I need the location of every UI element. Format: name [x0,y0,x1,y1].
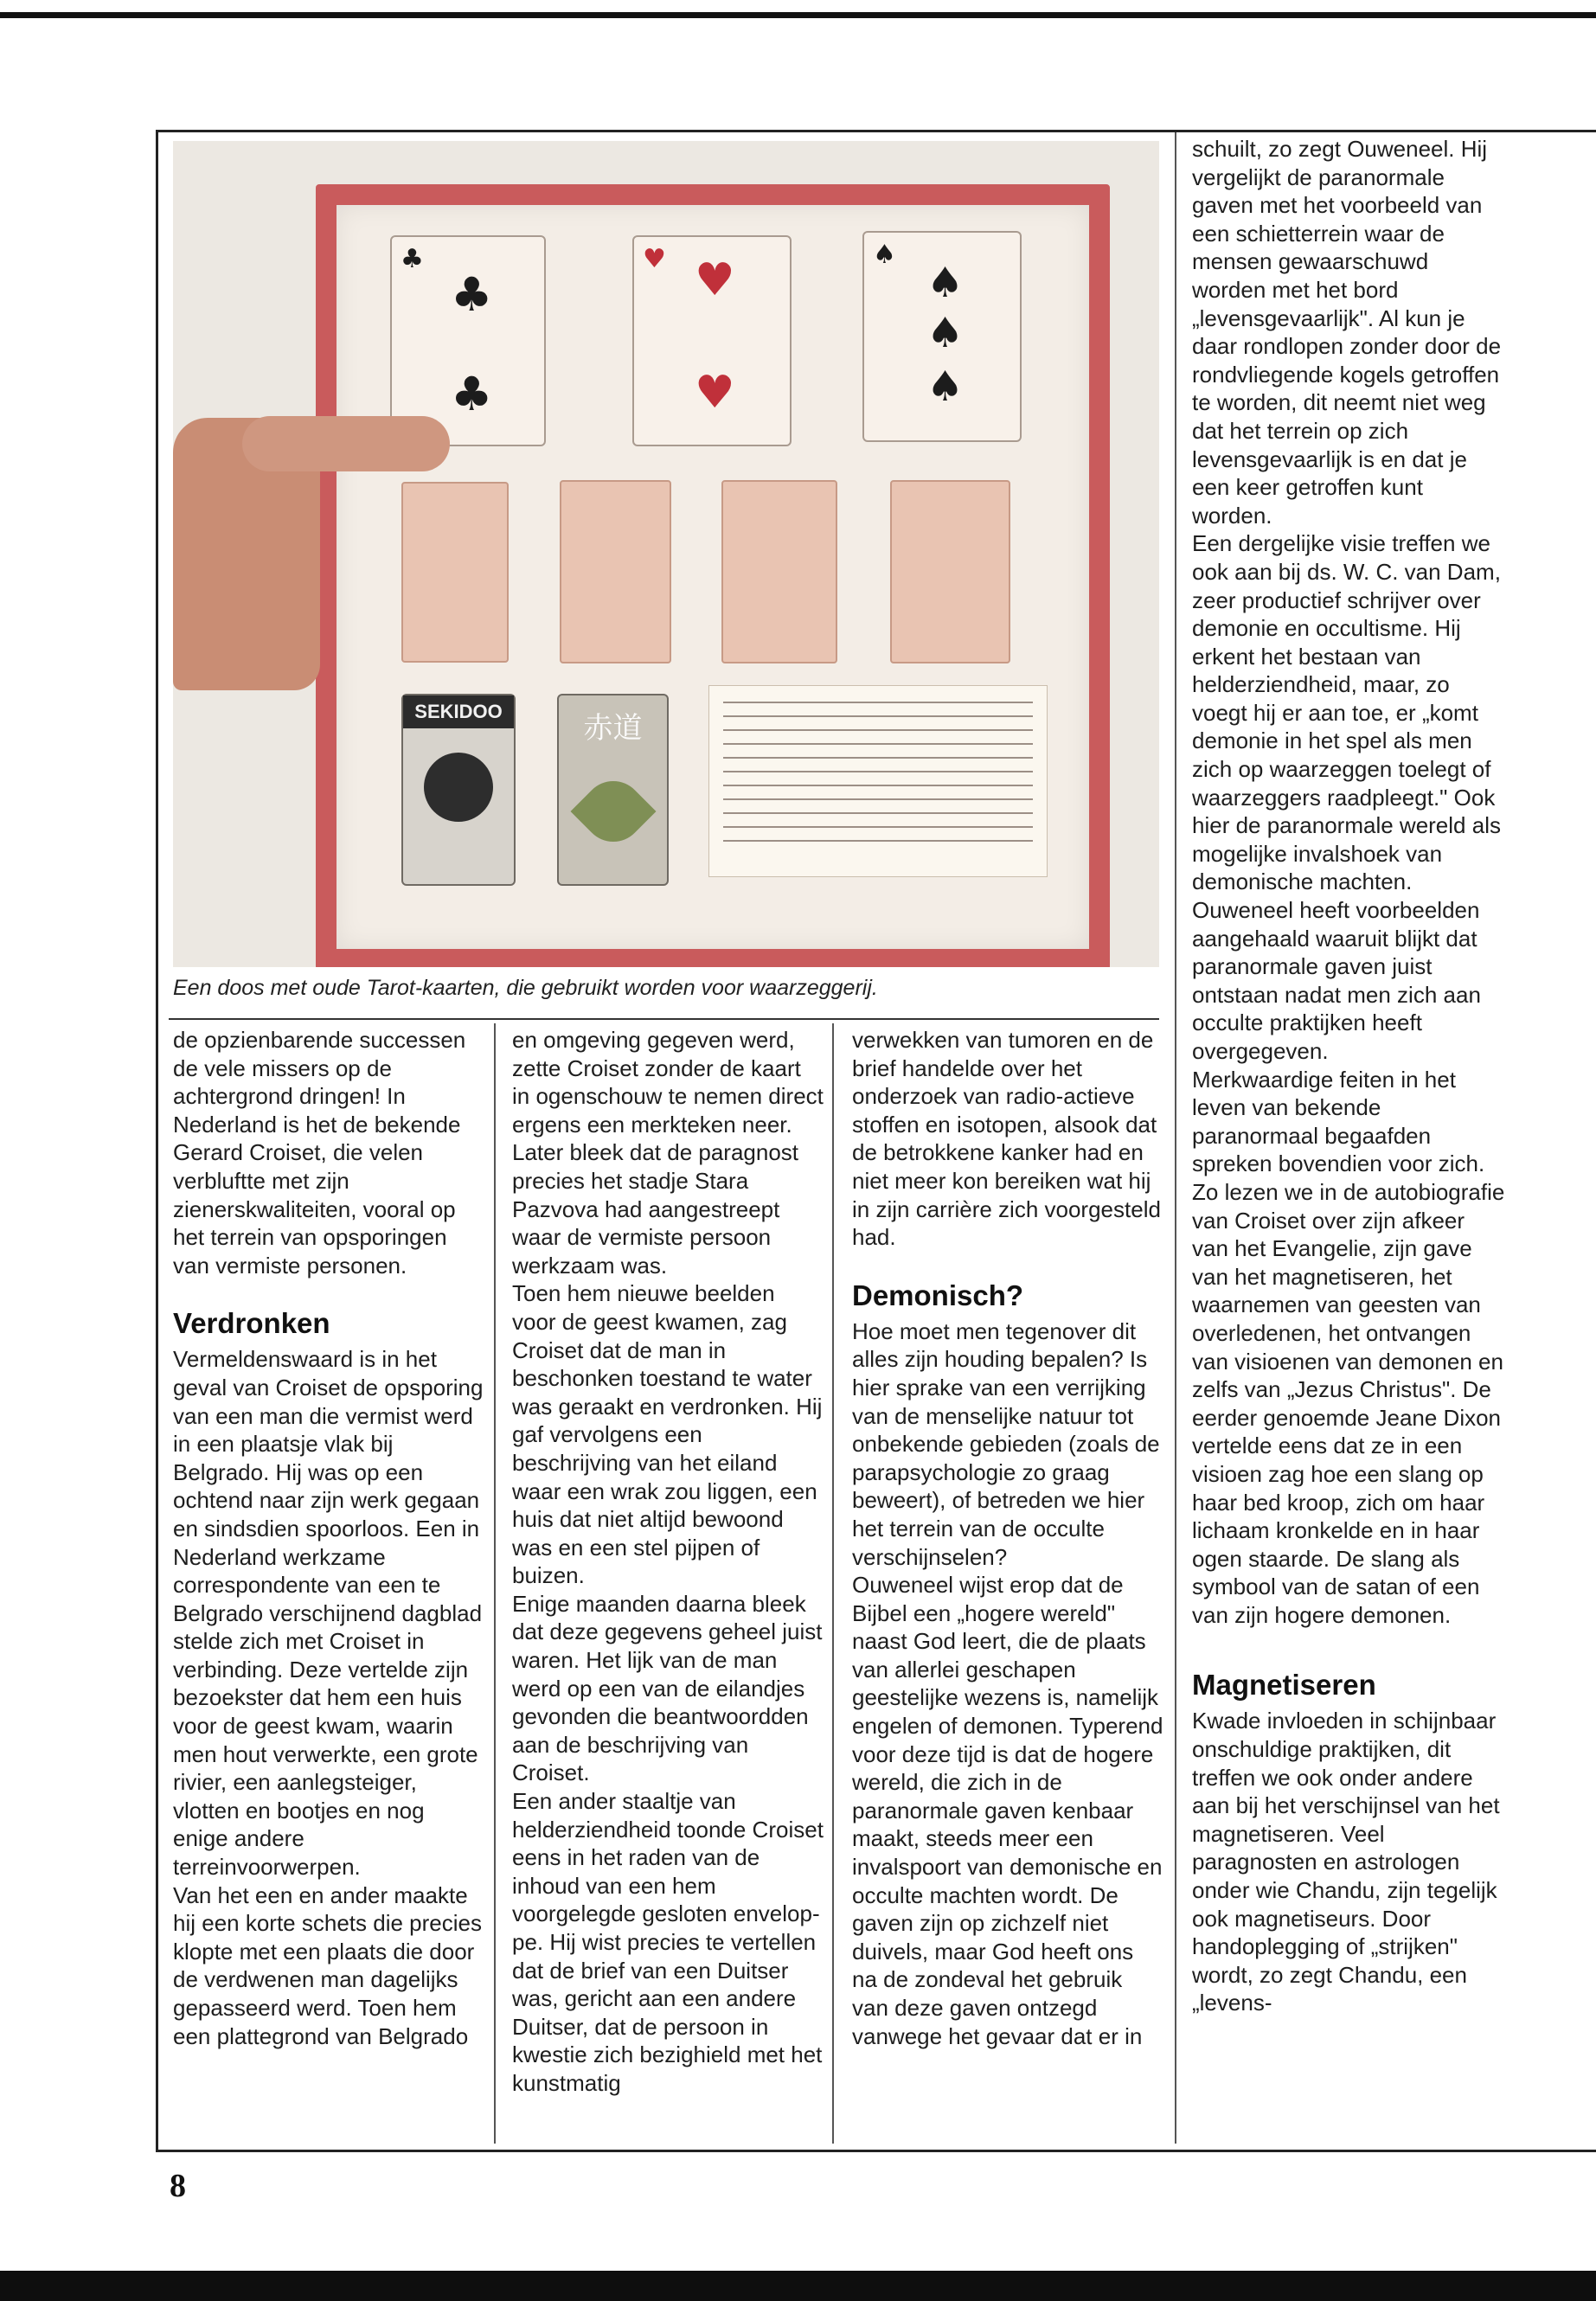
column-2 [512,1026,824,2098]
deck-emblem [424,753,493,822]
chinese-deck-label: 赤道 [583,711,643,746]
page-number: 8 [170,2168,186,2204]
col3-paragraph: Hoe moet men tegenover dit alles zijn houding bepalen? Is hier sprake van een verrijking van de menselijke natuur tot onbekende gebieden (zoals de parapsychologie zo graag beweert), of betreden we hier het terrein van de occulte verschijnselen? [852,1317,1160,1570]
club-icon: ♣ [451,367,493,421]
col4-paragraph: Ouweneel heeft voorbeelden aangehaald waaruit blijkt dat paranormale gaven juist ontstaan nadat men zich aan occulte praktijken heeft overgegeven. [1192,897,1481,1064]
sekidoo-deck [401,694,516,886]
heart-icon: ♥ [695,367,735,419]
bottom-bar [0,2271,1596,2301]
frame-top-rule [156,130,1596,132]
col2-paragraph: Een ander staaltje van helderziendheid toonde Croiset eens in het raden van de inhoud van een hem voorgelegde gesloten envelop-pe. Hij wist precies te vertellen dat de brief van een Duitser was, gericht aan een andere Duitser, dat de persoon in kwestie zich bezighield met het kunstmatig [512,1788,824,2096]
column-divider [832,1023,834,2144]
col2-paragraph: en omgeving gegeven werd, zette Croiset zonder de kaart in ogenschouw te nemen direct ergens een merkteken neer. Later bleek dat de paragnost precies het stadje Stara Pazvova had aangestreept waar de vermiste persoon werkzaam was. [512,1027,824,1279]
caption-rule [169,1018,1159,1020]
heart-icon: ♥ [643,244,666,274]
tarot-photo [173,141,1159,967]
tarot-card [560,480,671,663]
heading-verdronken: Verdronken [173,1307,330,1340]
column-divider [494,1023,496,2144]
col3-paragraph: verwekken van tumoren en de brief handelde over het onderzoek van radio-actieve stoffen en isotopen, alsook dat de betrokkene kanker had en niet meer kon bereiken wat hij in zijn carrière zich voorgesteld had. [852,1027,1161,1251]
col4-paragraph: Een dergelijke visie treffen we ook aan bij ds. W. C. van Dam, zeer productief schrijver over demonie en occultisme. Hij erkent het bestaan van helderziendheid, maar, zo voegt hij er aan toe, er „komt demonie in het spel als men zich op waarzeggen toelegt of waarzeggers raadpleegt." Ook hier de paranormale wereld als mogelijke invalshoek van demonische machten. [1192,530,1501,895]
col2-paragraph: Enige maanden daarna bleek dat deze gegevens geheel juist waren. Het lijk van de man werd op een van de eilandjes gevonden die beantwoordden aan de beschrijving van Croiset. [512,1590,823,1786]
spade-icon: ♠ [873,240,896,270]
col1-intro: de opzienbarende successen de vele missers op de achtergrond dringen! In Nederland is het de bekende Gerard Croiset, die velen verbluftte met zijn zienerskwaliteiten, vooral op het terrein van opsporingen van vermiste personen. [173,1027,466,1279]
tarot-card [890,480,1010,663]
tarot-card [721,480,837,663]
playing-card-clubs [390,235,546,446]
chinese-deck [557,694,669,886]
frame-bottom-rule [156,2150,1596,2152]
top-rule [0,12,1596,18]
col1-paragraph: Van het een en ander maakte hij een korte schets die precies klopte met een plaats die door de verdwenen man dagelijks gepasseerd werd. Toen hem een plattegrond van Belgrado [173,1881,482,2049]
col3-paragraph: Ouweneel wijst erop dat de Bijbel een „hogere wereld" naast God leert, die de plaats van allerlei geschapen geestelijke wezens is, namelijk engelen of demonen. Typerend voor deze tijd is dat de hogere wereld, die zich in de paranormale gaven kenbaar maakt, steeds meer een invalspoort van demonische en occulte machten wordt. De gaven zijn op zichzelf niet duivels, maar God heeft ons na de zondeval het gebruik van deze gaven ontzegd vanwege het gevaar dat er in [852,1572,1163,2049]
playing-card-spades [862,231,1022,442]
playing-card-hearts [632,235,792,446]
spade-icon: ♠ [926,259,965,307]
heading-magnetiseren: Magnetiseren [1192,1669,1376,1702]
tarot-card [401,482,509,663]
column-1 [173,1026,484,2050]
col4-paragraph: Merkwaardige feiten in het leven van bekende paranormaal begaafden spreken bovendien voor zich. Zo lezen we in de autobiografie van Croiset over zijn afkeer van het Evangelie, zijn gave van het magnetiseren, het waarnemen van geesten van overledenen, het ontvangen van visioenen van demonen en zelfs van „Jezus Christus". De eerder genoemde Jeane Dixon vertelde eens dat ze in een visioen zag hoe een slang op haar bed kroop, zich om haar lichaam kronkelde en in haar ogen staarde. De slang als symbool van de satan of een van zijn hogere demonen. [1192,1066,1505,1628]
col4-paragraph: Kwade invloeden in schijnbaar onschuldige praktijken, dit treffen we ook onder andere aan bij het verschijnsel van het magnetiseren. Veel paragnosten en astrologen onder wie Chandu, zijn tegelijk ook magnetiseurs. Door handoplegging of „strijken" wordt, zo zegt Chandu, een „levens- [1192,1708,1500,2016]
col1-paragraph: Vermeldenswaard is in het geval van Croiset de opsporing van een man die vermist werd in een plaatsje vlak bij Belgrado. Hij was op een ochtend naar zijn werk gegaan en sindsdien spoorloos. Een in Nederland werkzame correspondente van een te Belgrado verschijnend dagblad stelde zich met Croiset in verbinding. Deze vertelde zijn bezoekster dat hem een huis voor de geest kwam, waarin men hout verwerkte, een grote rivier, een aanlegsteiger, vlotten en bootjes en nog enige andere terreinvoorwerpen. [173,1346,484,1881]
column-3 [852,1026,1163,2050]
column-4 [1192,135,1505,2017]
typed-note [708,685,1048,877]
sekidoo-label: SEKIDOO [403,695,514,728]
figure-caption: Een doos met oude Tarot-kaarten, die gebruikt worden voor waarzeggerij. [173,976,878,1000]
spade-icon: ♠ [926,309,965,357]
heart-icon: ♥ [695,254,735,306]
club-icon: ♣ [451,267,493,322]
club-icon: ♣ [401,244,424,274]
deck-leaf-art [570,769,656,855]
col4-paragraph: schuilt, zo zegt Ouweneel. Hij vergelijkt de paranormale gaven met het voorbeeld van een schietterrein waar de mensen gewaarschuwd worden met het bord „levensgevaarlijk". Al kun je daar rondlopen zonder door de rondvliegende kogels getroffen te worden, dit neemt niet weg dat het terrein op zich levensgevaarlijk is en dat je een keer getroffen kunt worden. [1192,136,1502,529]
col2-paragraph: Toen hem nieuwe beelden voor de geest kwamen, zag Croiset dat de man in beschonken toestand te water was geraakt en verdronken. Hij gaf vervolgens een beschrijving van het eiland waar een wrak zou liggen, een huis dat niet altijd bewoond was en een stel pijpen of buizen. [512,1280,823,1589]
pointing-finger [242,416,450,471]
card-board [316,184,1110,967]
heading-demonisch: Demonisch? [852,1279,1024,1311]
spade-icon: ♠ [926,362,965,411]
column-divider [1175,132,1176,2144]
frame-left-rule [156,130,158,2150]
